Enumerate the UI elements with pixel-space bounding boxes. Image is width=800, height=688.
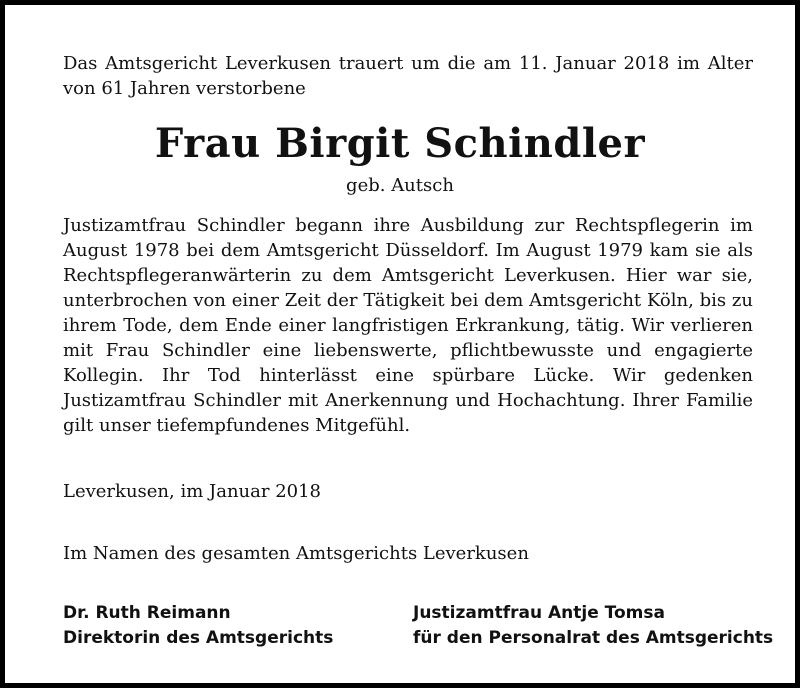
signatory-right-role: für den Personalrat des Amtsgerichts: [413, 628, 774, 648]
signatory-left-name: Dr. Ruth Reimann: [63, 603, 231, 623]
signatory-left: [63, 601, 333, 651]
intro-text: Das Amtsgericht Leverkusen trauert um die am 11. Januar 2018 im Alter von 61 Jahren verstorbene: [63, 53, 753, 99]
birth-name: geb. Autsch: [346, 175, 454, 196]
signatory-left-role: Direktorin des Amtsgerichts: [63, 628, 334, 648]
signatory-right-name: Justizamtfrau Antje Tomsa: [413, 603, 665, 623]
on-behalf-line: Im Namen des gesamten Amtsgerichts Leverkusen: [63, 543, 529, 564]
obituary-body: Justizamtfrau Schindler begann ihre Ausbildung zur Rechtspflegerin im August 1978 bei dem Amtsgericht Düsseldorf. Im August 1979 kam sie als Rechtspflegeranwärterin zu dem Amtsgericht Leverkusen. Hier war sie, unterbrochen von einer Zeit der Tätigkeit bei dem Amtsgericht Köln, bis zu ihrem Tode, dem Ende einer langfristigen Erkrankung, tätig. Wir verlieren mit Frau Schindler eine liebenswerte, pflichtbewusste und engagierte Kollegin. Ihr Tod hinterlässt eine spürbare Lücke. Wir gedenken Justizamtfrau Schindler mit Anerkennung und Hochachtung. Ihrer Familie gilt unser tiefempfundenes Mitgefühl.: [63, 215, 753, 436]
signatory-right: [413, 601, 773, 651]
deceased-name: Frau Birgit Schindler: [154, 120, 646, 167]
place-date: Leverkusen, im Januar 2018: [63, 481, 322, 502]
